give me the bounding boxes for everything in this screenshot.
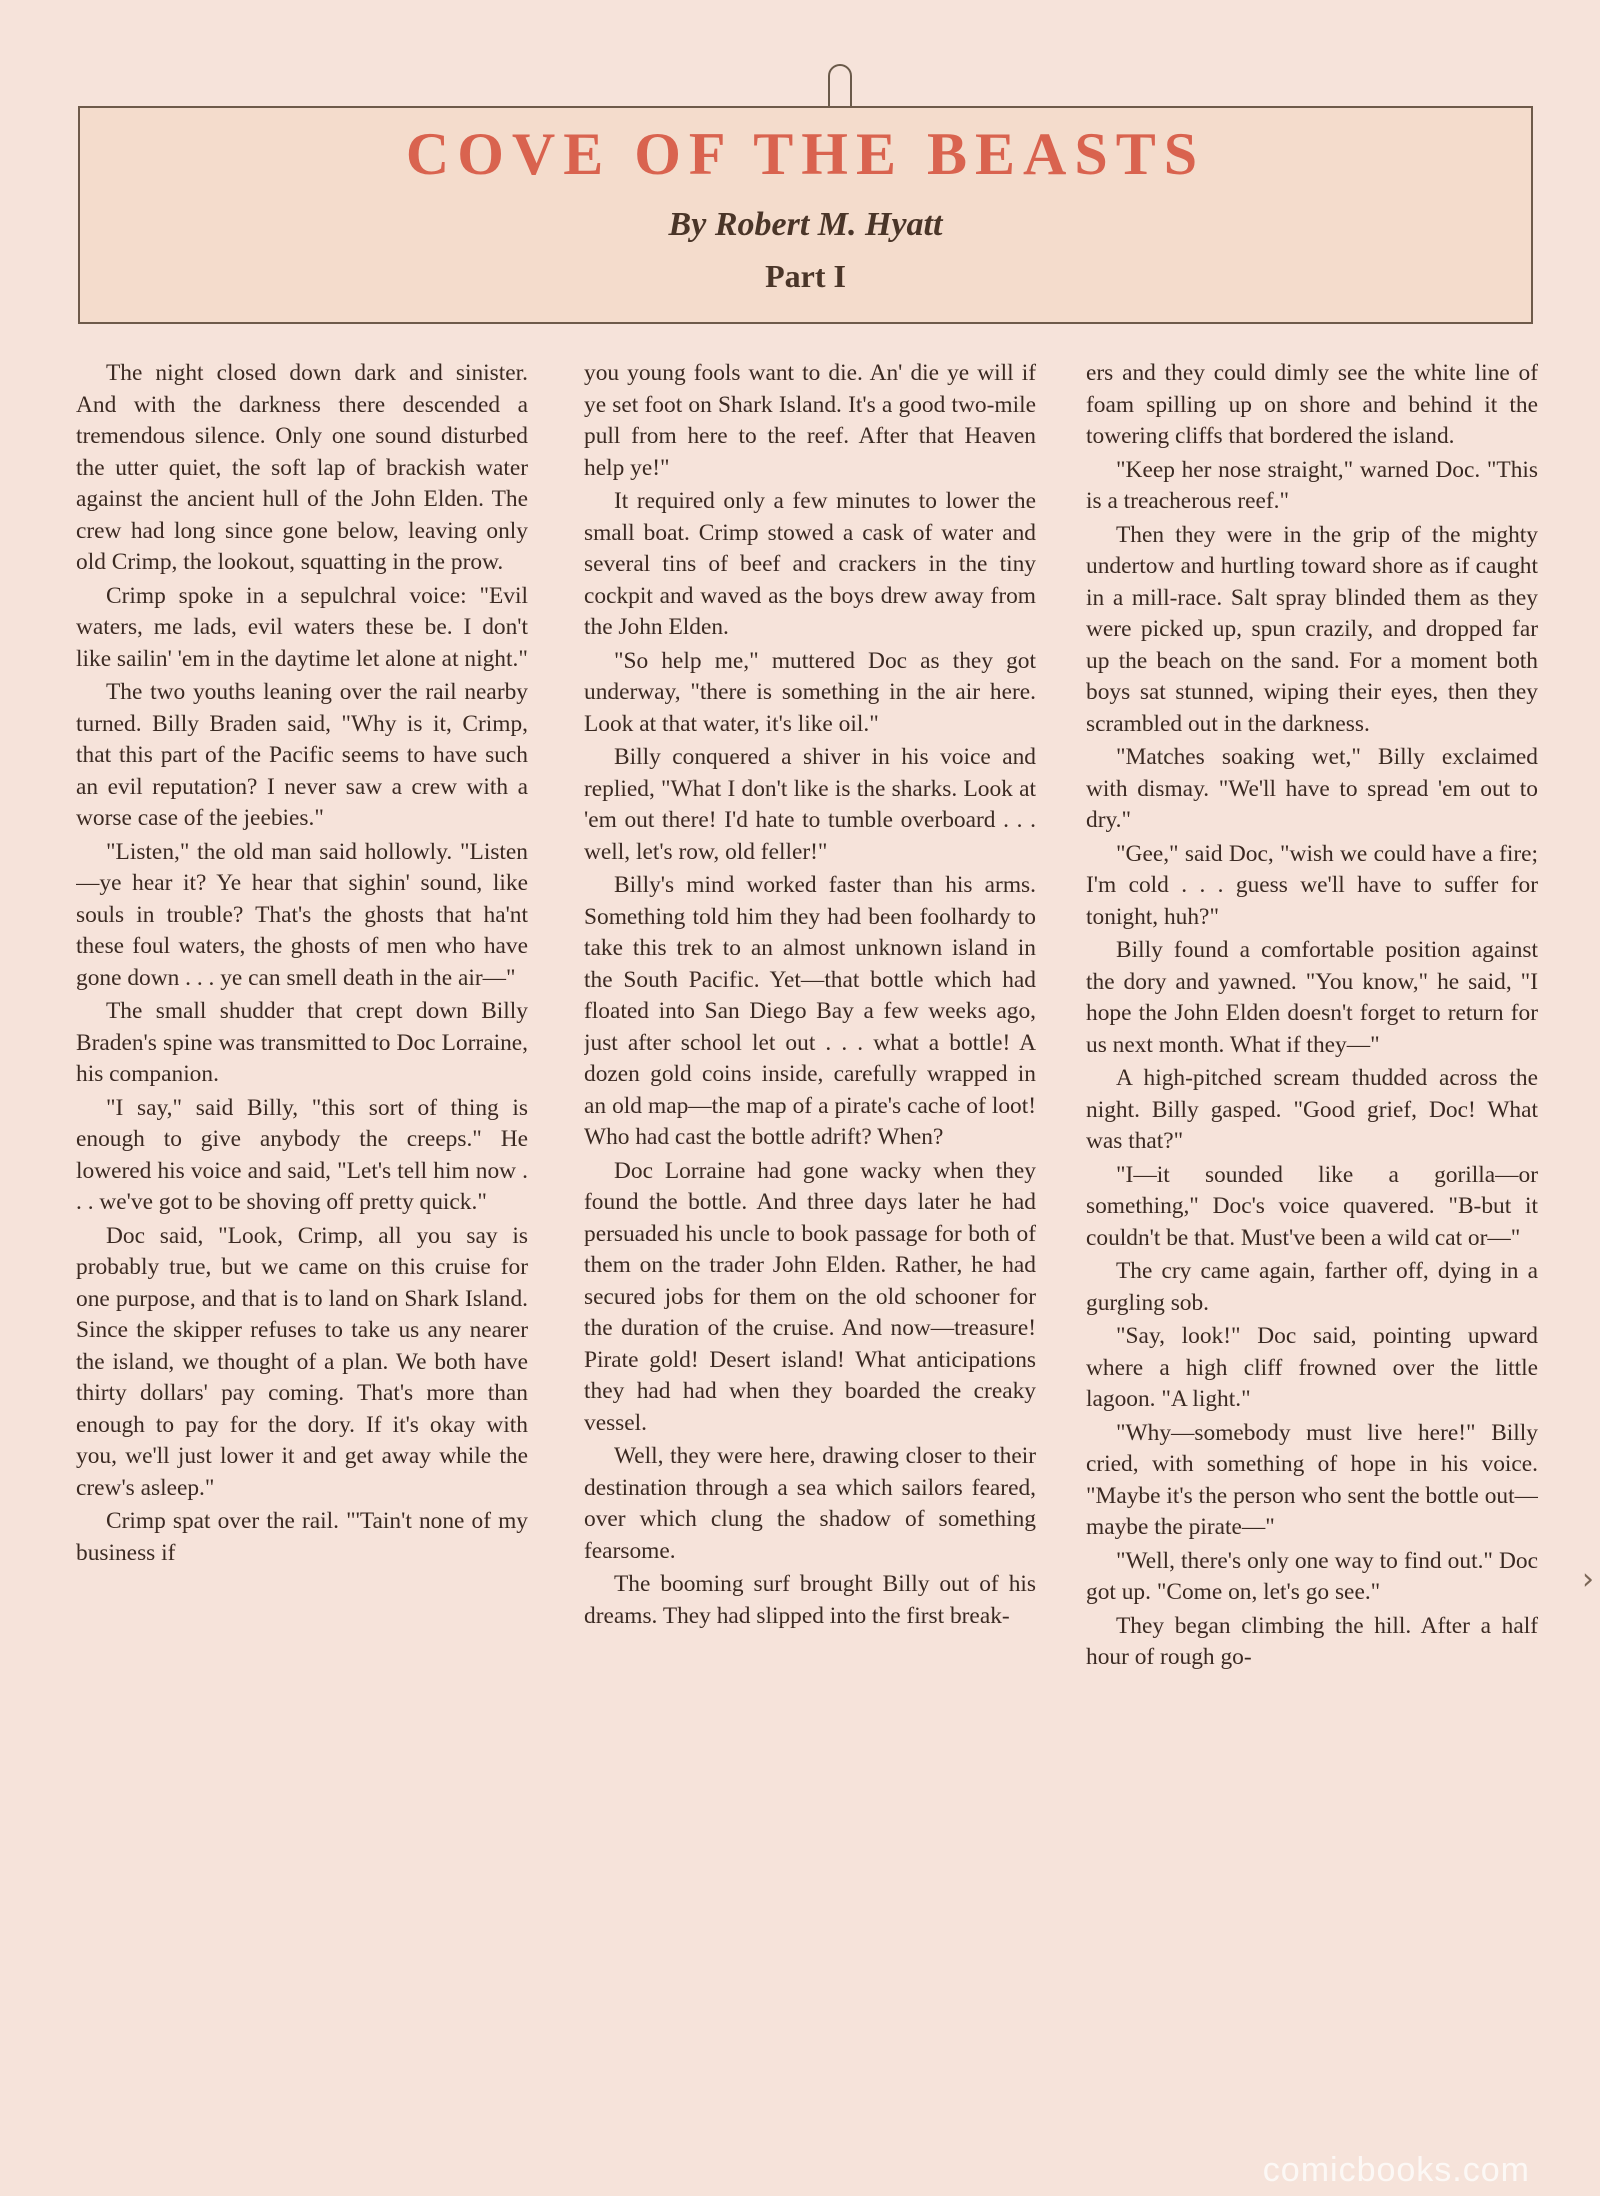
paragraph: Billy's mind worked faster than his arms. Something told him they had been foolhardy to take this trek to an almost unknown island in the South Pacific. Yet—that bottle which had floated into San Diego Bay a few weeks ago, just after school let out . . . what a bottle! A dozen gold coins inside, carefully wrapped in an old map—the map of a pirate's cache of loot! Who had cast the bottle adrift? When?	[584, 872, 1036, 1150]
paragraph: "Keep her nose straight," warned Doc. "This is a treacherous reef."	[1086, 456, 1538, 514]
paragraph: The night closed down dark and sinister. And with the darkness there descended a tremendous silence. Only one sound disturbed the utter quiet, the soft lap of brackish water against the ancient hull of the John Elden. The crew had long since gone below, leaving only old Crimp, the lookout, squatting in the prow.	[76, 360, 528, 575]
text-column-2	[584, 358, 1036, 2148]
paragraph: "Listen," the old man said hollowly. "Listen—ye hear it? Ye hear that sighin' sound, like souls in trouble? That's the ghosts that ha'nt these foul waters, the ghosts of men who have gone down . . . ye can smell death in the air—"	[76, 838, 528, 991]
paragraph: Doc said, "Look, Crimp, all you say is probably true, but we came on this cruise for one purpose, and that is to land on Shark Island. Since the skipper refuses to take us any nearer the island, we thought of a plan. We both have thirty dollars' pay coming. That's more than enough to pay for the dory. If it's okay with you, we'll just lower it and get away while the crew's asleep."	[76, 1222, 528, 1501]
paragraph: A high-pitched scream thudded across the night. Billy gasped. "Good grief, Doc! What was that?"	[1086, 1065, 1538, 1154]
paragraph: ers and they could dimly see the white line of foam spilling up on shore and behind it the towering cliffs that bordered the island.	[1086, 360, 1538, 449]
paragraph: "Gee," said Doc, "wish we could have a fire; I'm cold . . . guess we'll have to suffer for tonight, huh?"	[1086, 840, 1538, 930]
paragraph: "Matches soaking wet," Billy exclaimed with dismay. "We'll have to spread 'em out to dry."	[1086, 744, 1538, 833]
title-box	[78, 106, 1533, 324]
paragraph: They began climbing the hill. After a half hour of rough go-	[1086, 1612, 1538, 1670]
paragraph: "Well, there's only one way to find out." Doc got up. "Come on, let's go see."	[1086, 1547, 1538, 1605]
paragraph: The two youths leaning over the rail nearby turned. Billy Braden said, "Why is it, Crimp, that this part of the Pacific seems to have such an evil reputation? I never saw a crew with a worse case of the jeebies."	[76, 679, 528, 831]
text-column-3	[1086, 358, 1538, 2148]
paragraph: Crimp spoke in a sepulchral voice: "Evil waters, me lads, evil waters these be. I don't like sailin' 'em in the daytime let alone at night."	[76, 582, 528, 672]
text-column-1	[76, 358, 528, 2148]
paragraph: Crimp spat over the rail. "'Tain't none of my business if	[76, 1508, 528, 1566]
paragraph: Doc Lorraine had gone wacky when they found the bottle. And three days later he had persuaded his uncle to book passage for both of them on the trader John Elden. Rather, he had secured jobs for them on the old schooner for the duration of the cruise. And now—treasure! Pirate gold! Desert island! What anticipations they had had when they boarded the creaky vessel.	[584, 1157, 1036, 1436]
paragraph: Then they were in the grip of the mighty undertow and hurtling toward shore as if caught in a mill-race. Salt spray blinded them as they were picked up, spun crazily, and dropped far up the beach on the sand. For a moment both boys sat stunned, wiping their eyes, then they scrambled out in the darkness.	[1086, 521, 1538, 737]
paragraph: The cry came again, farther off, dying in a gurgling sob.	[1086, 1258, 1538, 1316]
paragraph: It required only a few minutes to lower the small boat. Crimp stowed a cask of water and several tins of beef and crackers in the tiny cockpit and waved as the boys drew away from the John Elden.	[584, 488, 1036, 640]
paragraph: "So help me," muttered Doc as they got underway, "there is something in the air here. Look at that water, it's like oil."	[584, 647, 1036, 737]
part-label: Part I	[765, 258, 846, 294]
story-title: COVE OF THE BEASTS	[405, 121, 1206, 187]
paragraph: The booming surf brought Billy out of his dreams. They had slipped into the first break-	[584, 1571, 1036, 1629]
paragraph: "I say," said Billy, "this sort of thing is enough to give anybody the creeps." He lowered his voice and said, "Let's tell him now . . . we've got to be shoving off pretty quick."	[76, 1094, 528, 1215]
paragraph: Well, they were here, drawing closer to their destination through a sea which sailors feared, over which clung the shadow of something fearsome.	[584, 1443, 1036, 1564]
byline: By Robert M. Hyatt	[668, 206, 943, 243]
paragraph: "I—it sounded like a gorilla—or something," Doc's voice quavered. "B-but it couldn't be that. Must've been a wild cat or—"	[1086, 1161, 1538, 1251]
paragraph: "Why—somebody must live here!" Billy cried, with something of hope in his voice. "Maybe it's the person who sent the bottle out—maybe the pirate—"	[1086, 1419, 1538, 1540]
paragraph: Billy found a comfortable position against the dory and yawned. "You know," he said, "I hope the John Elden doesn't forget to return for us next month. What if they—"	[1086, 937, 1538, 1058]
paragraph: you young fools want to die. An' die ye will if ye set foot on Shark Island. It's a good two-mile pull from here to the reef. After that Heaven help ye!"	[584, 360, 1036, 481]
paragraph: "Say, look!" Doc said, pointing upward where a high cliff frowned over the little lagoon. "A light."	[1086, 1323, 1538, 1412]
watermark: comicbooks.com	[1262, 2151, 1530, 2189]
paragraph: The small shudder that crept down Billy Braden's spine was transmitted to Doc Lorraine, his companion.	[76, 998, 528, 1087]
chevron-right-icon: ›	[1582, 1562, 1594, 1597]
paragraph: Billy conquered a shiver in his voice and replied, "What I don't like is the sharks. Look at 'em out there! I'd hate to tumble overboard . . . well, let's row, old feller!"	[584, 744, 1036, 865]
